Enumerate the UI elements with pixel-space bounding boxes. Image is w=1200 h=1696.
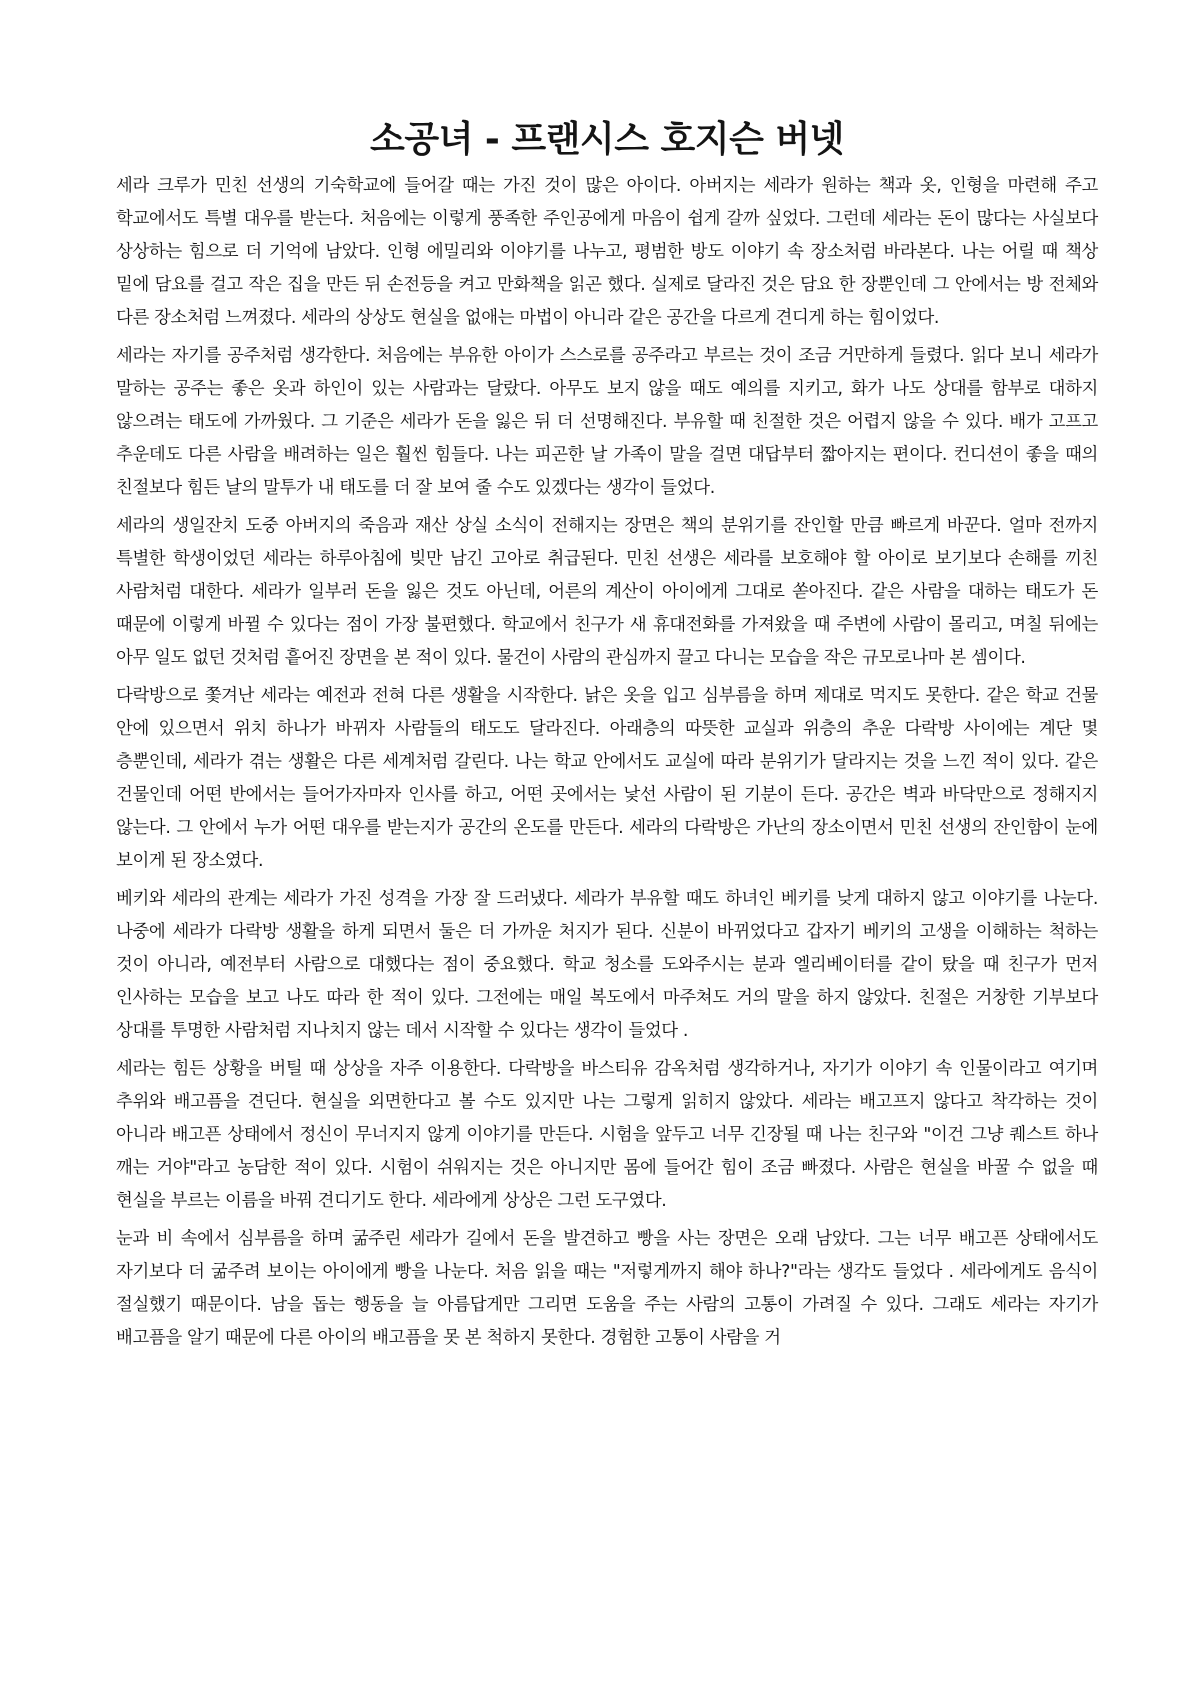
- paragraph-3: 세라의 생일잔치 도중 아버지의 죽음과 재산 상실 소식이 전해지는 장면은 책의 분위기를 잔인할 만큼 빠르게 바꾼다. 얼마 전까지 특별한 학생이었던 세라는 하루아침에 빚만 남긴 고아로 취급된다. 민친 선생은 세라를 보호해야 할 아이로 보기보다 손해를 끼친 사람처럼 대한다. 세라가 일부러 돈을 잃은 것도 아닌데, 어른의 계산이 아이에게 그대로 쏟아진다. 같은 사람을 대하는 태도가 돈 때문에 이렇게 바뀔 수 있다는 점이 가장 불편했다. 학교에서 친구가 새 휴대전화를 가져왔을 때 주변에 사람이 몰리고, 며칠 뒤에는 아무 일도 없던 것처럼 흩어진 장면을 본 적이 있다. 물건이 사람의 관심까지 끌고 다니는 모습을 작은 규모로나마 본 셈이다.: [116, 516, 1098, 668]
- paragraph-1: 세라 크루가 민친 선생의 기숙학교에 들어갈 때는 가진 것이 많은 아이다. 아버지는 세라가 원하는 책과 옷, 인형을 마련해 주고 학교에서도 특별 대우를 받는다. 처음에는 이렇게 풍족한 주인공에게 마음이 쉽게 갈까 싶었다. 그런데 세라는 돈이 많다는 사실보다 상상하는 힘으로 더 기억에 남았다. 인형 에밀리와 이야기를 나누고, 평범한 방도 이야기 속 장소처럼 바라본다. 나는 어릴 때 책상 밑에 담요를 걸고 작은 집을 만든 뒤 손전등을 켜고 만화책을 읽곤 했다. 실제로 달라진 것은 담요 한 장뿐인데 그 안에서는 방 전체와 다른 장소처럼 느껴졌다. 세라의 상상도 현실을 없애는 마법이 아니라 같은 공간을 다르게 견디게 하는 힘이었다.: [116, 176, 1098, 328]
- paragraph-7: 눈과 비 속에서 심부름을 하며 굶주린 세라가 길에서 돈을 발견하고 빵을 사는 장면은 오래 남았다. 그는 너무 배고픈 상태에서도 자기보다 더 굶주려 보이는 아이에게 빵을 나눈다. 처음 읽을 때는 "저렇게까지 해야 하나?"라는 생각도 들었다 . 세라에게도 음식이 절실했기 때문이다. 남을 돕는 행동을 늘 아름답게만 그리면 도움을 주는 사람의 고통이 가려질 수 있다. 그래도 세라는 자기가 배고픔을 알기 때문에 다른 아이의 배고픔을 못 본 척하지 못한다. 경험한 고통이 사람을 거: [116, 1229, 1098, 1348]
- paragraph-2: 세라는 자기를 공주처럼 생각한다. 처음에는 부유한 아이가 스스로를 공주라고 부르는 것이 조금 거만하게 들렸다. 읽다 보니 세라가 말하는 공주는 좋은 옷과 하인이 있는 사람과는 달랐다. 아무도 보지 않을 때도 예의를 지키고, 화가 나도 상대를 함부로 대하지 않으려는 태도에 가까웠다. 그 기준은 세라가 돈을 잃은 뒤 더 선명해진다. 부유할 때 친절한 것은 어렵지 않을 수 있다. 배가 고프고 추운데도 다른 사람을 배려하는 일은 훨씬 힘들다. 나는 피곤한 날 가족이 말을 걸면 대답부터 짧아지는 편이다. 컨디션이 좋을 때의 친절보다 힘든 날의 말투가 내 태도를 더 잘 보여 줄 수도 있겠다는 생각이 들었다.: [116, 346, 1098, 498]
- paragraph-4: 다락방으로 쫓겨난 세라는 예전과 전혀 다른 생활을 시작한다. 낡은 옷을 입고 심부름을 하며 제대로 먹지도 못한다. 같은 학교 건물 안에 있으면서 위치 하나가 바뀌자 사람들의 태도도 달라진다. 아래층의 따뜻한 교실과 위층의 추운 다락방 사이에는 계단 몇 층뿐인데, 세라가 겪는 생활은 다른 세계처럼 갈린다. 나는 학교 안에서도 교실에 따라 분위기가 달라지는 것을 느낀 적이 있다. 같은 건물인데 어떤 반에서는 들어가자마자 인사를 하고, 어떤 곳에서는 낯선 사람이 된 기분이 든다. 공간은 벽과 바닥만으로 정해지지 않는다. 그 안에서 누가 어떤 대우를 받는지가 공간의 온도를 만든다. 세라의 다락방은 가난의 장소이면서 민친 선생의 잔인함이 눈에 보이게 된 장소였다.: [116, 686, 1098, 871]
- document-title: 소공녀 - 프랜시스 호지슨 버넷: [370, 119, 844, 160]
- paragraph-5: 베키와 세라의 관계는 세라가 가진 성격을 가장 잘 드러냈다. 세라가 부유할 때도 하녀인 베키를 낮게 대하지 않고 이야기를 나눈다. 나중에 세라가 다락방 생활을 하게 되면서 둘은 더 가까운 처지가 된다. 신분이 바뀌었다고 갑자기 베키의 고생을 이해하는 척하는 것이 아니라, 예전부터 사람으로 대했다는 점이 중요했다. 학교 청소를 도와주시는 분과 엘리베이터를 같이 탔을 때 친구가 먼저 인사하는 모습을 보고 나도 따라 한 적이 있다. 그전에는 매일 복도에서 마주쳐도 거의 말을 하지 않았다. 친절은 거창한 기부보다 상대를 투명한 사람처럼 지나치지 않는 데서 시작할 수 있다는 생각이 들었다 .: [116, 889, 1098, 1041]
- paragraph-6: 세라는 힘든 상황을 버틸 때 상상을 자주 이용한다. 다락방을 바스티유 감옥처럼 생각하거나, 자기가 이야기 속 인물이라고 여기며 추위와 배고픔을 견딘다. 현실을 외면한다고 볼 수도 있지만 나는 그렇게 읽히지 않았다. 세라는 배고프지 않다고 착각하는 것이 아니라 배고픈 상태에서 정신이 무너지지 않게 이야기를 만든다. 시험을 앞두고 너무 긴장될 때 나는 친구와 "이건 그냥 퀘스트 하나 깨는 거야"라고 농담한 적이 있다. 시험이 쉬워지는 것은 아니지만 몸에 들어간 힘이 조금 빠졌다. 사람은 현실을 바꿀 수 없을 때 현실을 부르는 이름을 바꿔 견디기도 한다. 세라에게 상상은 그런 도구였다.: [116, 1059, 1098, 1211]
